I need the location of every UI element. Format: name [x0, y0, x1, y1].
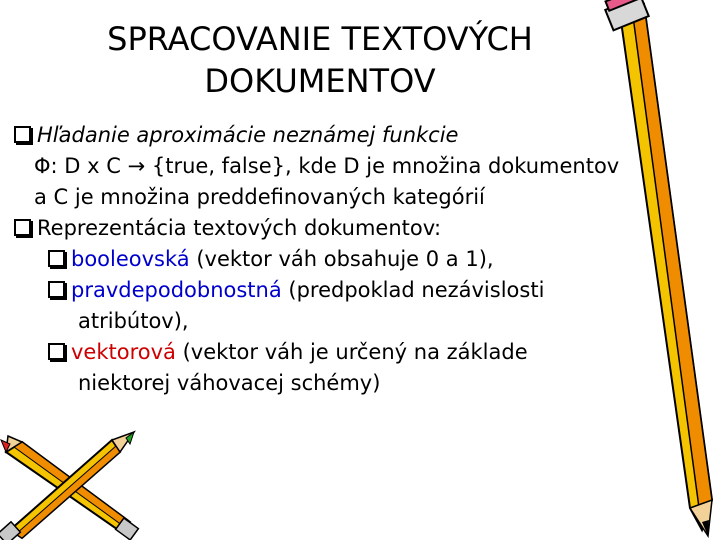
bullet-1-text: Hľadanie aproximácie neznámej funkcie	[37, 123, 459, 147]
sub-bullet-3-cont: niektorej váhovacej schémy)	[78, 371, 381, 395]
bullet-2-text: Reprezentácia textových dokumentov:	[37, 216, 442, 240]
sub-bullet-2-term: pravdepodobnostná	[71, 278, 282, 302]
bullet-1-cont2-text: a C je množina preddefinovaných kategórií	[34, 185, 485, 209]
bullet-1-continuation-1	[14, 151, 674, 182]
sub-bullet-2-cont: atribútov),	[78, 309, 189, 333]
sub-bullet-2-continuation	[14, 306, 674, 337]
sub-bullet-1-rest: (vektor váh obsahuje 0 a 1),	[189, 247, 494, 271]
bullet-1-formula-suffix: {true, false}, kde D je množina dokumentov	[145, 154, 620, 178]
arrow-icon: →	[127, 154, 146, 178]
checkbox-bullet-icon	[48, 250, 65, 267]
sub-bullet-1	[14, 244, 674, 275]
pencil-icon	[598, 0, 716, 540]
sub-bullet-3	[14, 337, 674, 368]
bullet-1-formula-prefix: Φ: D x C	[34, 154, 128, 178]
sub-bullet-1-term: booleovská	[71, 247, 190, 271]
sub-bullet-2-rest: (predpoklad nezávislosti	[281, 278, 545, 302]
checkbox-bullet-icon	[48, 343, 65, 360]
title-line-2: DOKUMENTOV	[204, 62, 436, 100]
bullet-1	[14, 120, 674, 151]
sub-bullet-2	[14, 275, 674, 306]
checkbox-bullet-icon	[48, 281, 65, 298]
slide-body	[14, 120, 674, 399]
checkbox-bullet-icon	[14, 126, 31, 143]
slide-title	[40, 18, 600, 102]
sub-bullet-3-rest: (vektor váh je určený na základe	[175, 340, 528, 364]
checkbox-bullet-icon	[14, 219, 31, 236]
crossed-pencils-icon	[0, 430, 140, 540]
bullet-2	[14, 213, 674, 244]
sub-bullet-3-continuation	[14, 368, 674, 399]
title-line-1: SPRACOVANIE TEXTOVÝCH	[107, 20, 533, 58]
bullet-1-continuation-2	[14, 182, 674, 213]
sub-bullet-3-term: vektorová	[71, 340, 176, 364]
